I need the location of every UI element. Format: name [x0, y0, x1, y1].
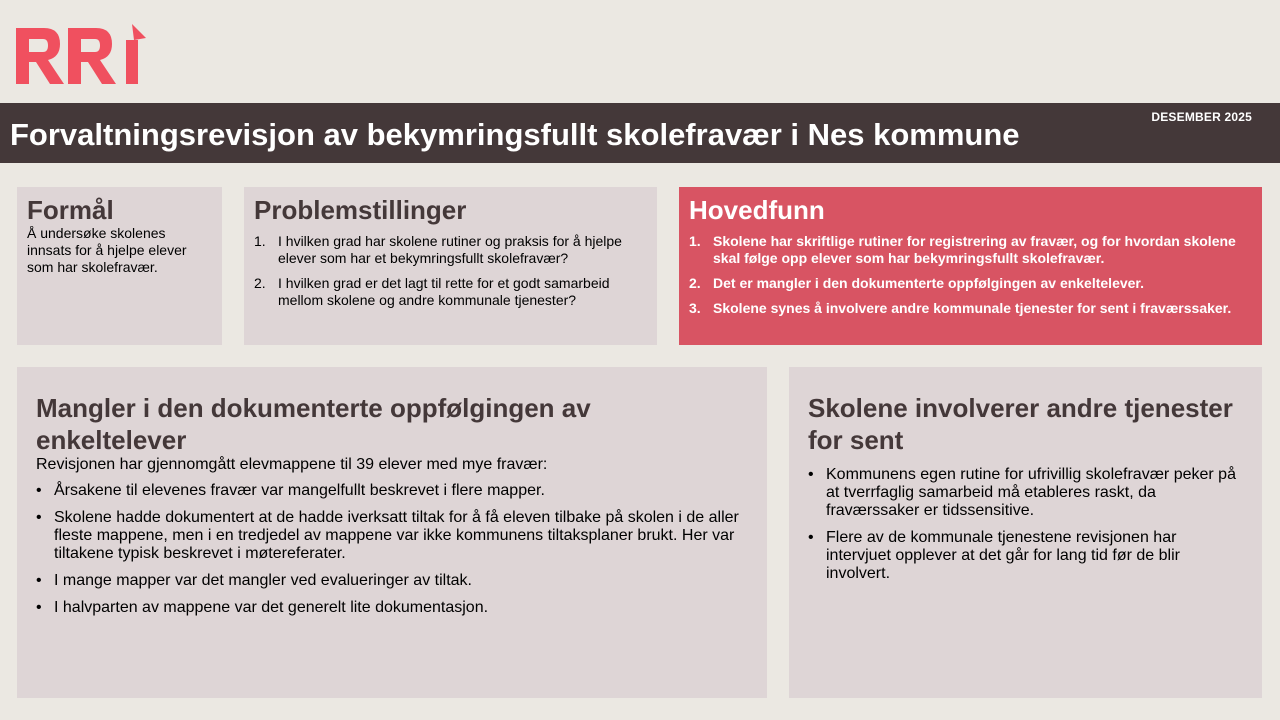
skolene-box — [789, 367, 1262, 698]
list-item — [36, 599, 748, 617]
rri-logo — [14, 24, 150, 88]
skolene-heading: Skolene involverer andre tjenester for sent — [808, 393, 1233, 455]
list-item — [36, 572, 748, 590]
title-bar — [0, 103, 1280, 163]
item-number: 2. — [254, 275, 266, 291]
item-number: 2. — [689, 275, 701, 291]
list-item — [808, 466, 1243, 520]
list-item — [254, 233, 647, 267]
item-text: Det er mangler i den dokumenterte oppfølgingen av enkeltelever. — [713, 275, 1144, 291]
mangler-list — [36, 482, 748, 617]
item-text: I halvparten av mappene var det generelt lite dokumentasjon. — [54, 599, 489, 616]
item-text: Årsakene til elevenes fravær var mangelfullt beskrevet i flere mapper. — [54, 482, 545, 499]
report-date: DESEMBER 2025 — [1151, 110, 1252, 124]
list-item — [689, 275, 1252, 292]
list-item — [689, 300, 1252, 317]
skolene-list — [808, 466, 1243, 583]
item-number: 1. — [254, 233, 266, 249]
bullet-icon: • — [36, 572, 42, 589]
problemstillinger-box — [244, 187, 657, 345]
list-item — [808, 529, 1243, 583]
mangler-box — [17, 367, 767, 698]
item-number: 3. — [689, 300, 701, 316]
hovedfunn-list — [689, 233, 1252, 317]
formal-text: Å undersøke skolenes innsats for å hjelpe elever som har skolefravær. — [27, 225, 187, 275]
bullet-icon: • — [808, 466, 814, 483]
item-text: Skolene synes å involvere andre kommunale tjenester for sent i fraværssaker. — [713, 300, 1232, 316]
list-item — [689, 233, 1252, 267]
bullet-icon: • — [36, 599, 42, 616]
item-text: I hvilken grad har skolene rutiner og praksis for å hjelpe elever som har et bekymringsfullt skolefravær? — [278, 233, 622, 266]
item-text: Flere av de kommunale tjenestene revisjonen har intervjuet opplever at det går for lang tid før de blir involvert. — [826, 529, 1180, 582]
formal-box — [17, 187, 222, 345]
item-text: I hvilken grad er det lagt til rette for et godt samarbeid mellom skolene og andre kommunale tjenester? — [278, 275, 610, 308]
item-text: I mange mapper var det mangler ved evalueringer av tiltak. — [54, 572, 472, 589]
item-text: Skolene hadde dokumentert at de hadde iverksatt tiltak for å få eleven tilbake på skolen i de aller fleste mappene, men i en tredjedel av mappene var ikke kommunens tiltaksplaner brukt. Her var tiltakene typisk beskrevet i møtereferater. — [54, 509, 739, 562]
mangler-intro: Revisjonen har gjennomgått elevmappene til 39 elever med mye fravær: — [36, 456, 548, 473]
hovedfunn-heading: Hovedfunn — [689, 195, 825, 225]
problemstillinger-list — [254, 233, 647, 309]
list-item — [36, 482, 748, 500]
bullet-icon: • — [36, 482, 42, 499]
list-item — [36, 509, 748, 563]
problemstillinger-heading: Problemstillinger — [254, 195, 467, 225]
bullet-icon: • — [808, 529, 814, 546]
item-number: 1. — [689, 233, 701, 249]
hovedfunn-box — [679, 187, 1262, 345]
item-text: Kommunens egen rutine for ufrivillig skolefravær peker på at tverrfaglig samarbeid må etableres raskt, da fraværssaker er tidssensitive. — [826, 466, 1236, 519]
page-title: Forvaltningsrevisjon av bekymringsfullt skolefravær i Nes kommune — [10, 117, 1020, 152]
formal-heading: Formål — [27, 195, 114, 225]
item-text: Skolene har skriftlige rutiner for registrering av fravær, og for hvordan skolene skal følge opp elever som har bekymringsfullt skolefravær. — [713, 233, 1236, 266]
list-item — [254, 275, 647, 309]
bullet-icon: • — [36, 509, 42, 526]
mangler-heading: Mangler i den dokumenterte oppfølgingen av enkeltelever — [36, 393, 591, 455]
